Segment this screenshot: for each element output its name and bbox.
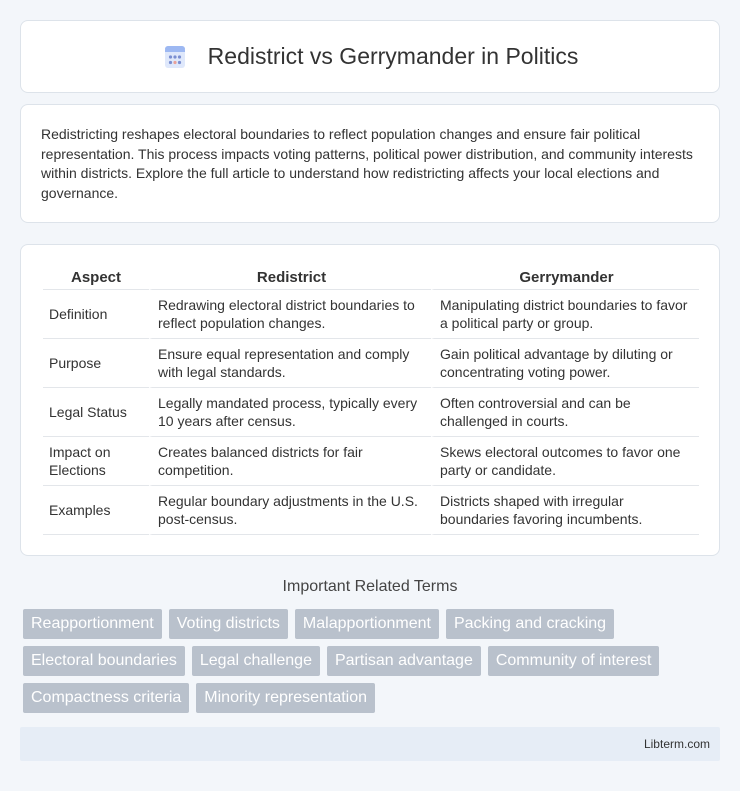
table-header-row bbox=[43, 266, 699, 290]
table-row bbox=[43, 388, 699, 437]
gerrymander-cell: Gain political advantage by diluting or concentrating voting power. bbox=[431, 339, 699, 388]
header-aspect: Aspect bbox=[43, 266, 149, 290]
aspect-cell: Purpose bbox=[43, 339, 149, 388]
redistrict-cell: Ensure equal representation and comply with legal standards. bbox=[149, 339, 431, 388]
document-icon bbox=[162, 44, 188, 70]
tag-compactness-criteria[interactable]: Compactness criteria bbox=[23, 683, 189, 713]
aspect-cell: Definition bbox=[43, 290, 149, 339]
tag-row bbox=[23, 609, 723, 639]
redistrict-cell: Legally mandated process, typically every 10 years after census. bbox=[149, 388, 431, 437]
gerrymander-cell: Districts shaped with irregular boundaries favoring incumbents. bbox=[431, 486, 699, 535]
header-gerrymander: Gerrymander bbox=[431, 266, 699, 290]
aspect-cell: Examples bbox=[43, 486, 149, 535]
gerrymander-cell: Skews electoral outcomes to favor one party or candidate. bbox=[431, 437, 699, 486]
tag-voting-districts[interactable]: Voting districts bbox=[169, 609, 288, 639]
aspect-cell: Impact on Elections bbox=[43, 437, 149, 486]
table-row bbox=[43, 290, 699, 339]
table-row bbox=[43, 437, 699, 486]
tag-reapportionment[interactable]: Reapportionment bbox=[23, 609, 162, 639]
footer bbox=[20, 727, 720, 761]
gerrymander-cell: Often controversial and can be challenged in courts. bbox=[431, 388, 699, 437]
table-row bbox=[43, 486, 699, 535]
aspect-cell: Legal Status bbox=[43, 388, 149, 437]
footer-site-link[interactable]: Libterm.com bbox=[643, 737, 710, 751]
redistrict-cell: Redrawing electoral district boundaries to reflect population changes. bbox=[149, 290, 431, 339]
page-title: Redistrict vs Gerrymander in Politics bbox=[207, 43, 579, 69]
tag-packing-and-cracking[interactable]: Packing and cracking bbox=[446, 609, 614, 639]
gerrymander-cell: Manipulating district boundaries to favor a political party or group. bbox=[431, 290, 699, 339]
intro-text: Redistricting reshapes electoral boundaries to reflect population changes and ensure fair political representation. This process impacts voting patterns, political power distribution, and community interests within districts. Explore the full article to understand how redistricting affects your local elections and governance. bbox=[41, 126, 693, 201]
intro-card bbox=[20, 104, 720, 223]
related-terms-title: Important Related Terms bbox=[282, 578, 458, 595]
tag-minority-representation[interactable]: Minority representation bbox=[196, 683, 375, 713]
tag-legal-challenge[interactable]: Legal challenge bbox=[192, 646, 320, 676]
related-terms-tags bbox=[23, 609, 723, 720]
title-wrap bbox=[162, 43, 579, 70]
tag-row bbox=[23, 646, 723, 676]
tag-row bbox=[23, 683, 723, 713]
comparison-card bbox=[20, 244, 720, 556]
comparison-table bbox=[43, 266, 699, 535]
tag-partisan-advantage[interactable]: Partisan advantage bbox=[327, 646, 481, 676]
tag-malapportionment[interactable]: Malapportionment bbox=[295, 609, 439, 639]
redistrict-cell: Creates balanced districts for fair competition. bbox=[149, 437, 431, 486]
tag-electoral-boundaries[interactable]: Electoral boundaries bbox=[23, 646, 185, 676]
tag-community-of-interest[interactable]: Community of interest bbox=[488, 646, 660, 676]
header-redistrict: Redistrict bbox=[149, 266, 431, 290]
redistrict-cell: Regular boundary adjustments in the U.S. post-census. bbox=[149, 486, 431, 535]
table-row bbox=[43, 339, 699, 388]
header-card bbox=[20, 20, 720, 93]
